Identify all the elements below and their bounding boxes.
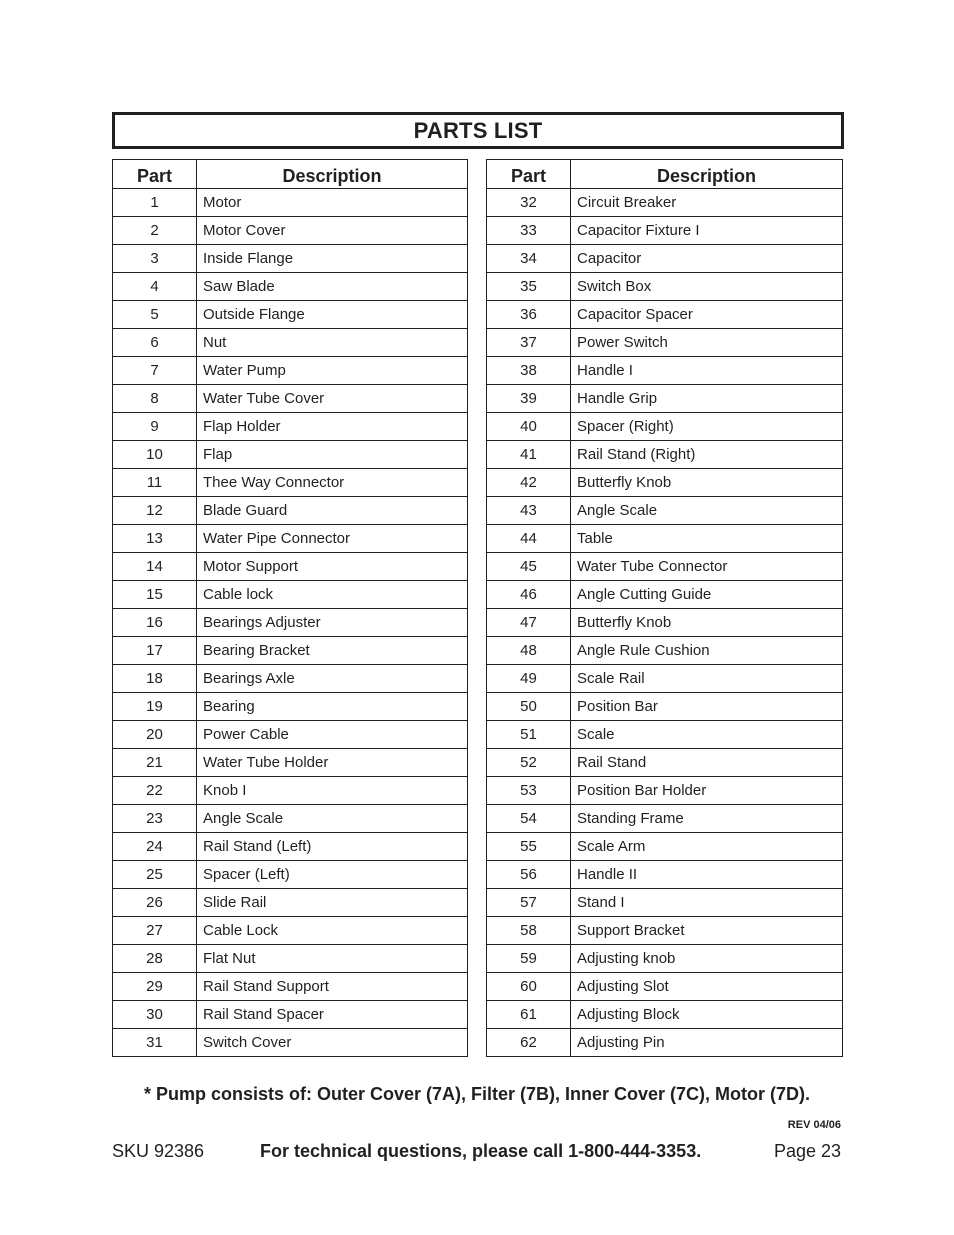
part-description-cell: Circuit Breaker [571, 189, 843, 217]
part-number-cell: 30 [113, 1001, 197, 1029]
part-number-cell: 61 [487, 1001, 571, 1029]
part-description-cell: Position Bar [571, 693, 843, 721]
part-description-cell: Outside Flange [197, 301, 468, 329]
part-description-cell: Cable lock [197, 581, 468, 609]
table-row [113, 441, 468, 469]
parts-table-right [486, 159, 843, 1057]
table-row [487, 665, 843, 693]
part-description-cell: Position Bar Holder [571, 777, 843, 805]
part-number-cell: 50 [487, 693, 571, 721]
table-row [113, 1029, 468, 1057]
table-row [113, 329, 468, 357]
part-number-cell: 44 [487, 525, 571, 553]
part-description-cell: Scale Arm [571, 833, 843, 861]
part-column-header: Part [113, 160, 197, 189]
part-description-cell: Rail Stand (Right) [571, 441, 843, 469]
part-description-cell: Support Bracket [571, 917, 843, 945]
part-number-cell: 16 [113, 609, 197, 637]
table-row [487, 497, 843, 525]
part-number-cell: 12 [113, 497, 197, 525]
part-description-cell: Water Tube Connector [571, 553, 843, 581]
parts-table-left [112, 159, 468, 1057]
table-row [113, 385, 468, 413]
table-row [113, 301, 468, 329]
table-row [487, 749, 843, 777]
part-description-cell: Adjusting Pin [571, 1029, 843, 1057]
part-number-cell: 42 [487, 469, 571, 497]
part-description-cell: Blade Guard [197, 497, 468, 525]
table-row [487, 609, 843, 637]
table-row [487, 469, 843, 497]
part-description-cell: Switch Cover [197, 1029, 468, 1057]
table-row [487, 441, 843, 469]
part-number-cell: 17 [113, 637, 197, 665]
table-row [487, 189, 843, 217]
table-row [113, 917, 468, 945]
table-row [113, 861, 468, 889]
table-row [487, 861, 843, 889]
part-description-cell: Stand I [571, 889, 843, 917]
part-number-cell: 59 [487, 945, 571, 973]
part-number-cell: 24 [113, 833, 197, 861]
table-row [113, 357, 468, 385]
part-description-cell: Thee Way Connector [197, 469, 468, 497]
table-row [487, 357, 843, 385]
table-row [113, 889, 468, 917]
table-row [487, 385, 843, 413]
part-description-cell: Capacitor Spacer [571, 301, 843, 329]
part-description-cell: Angle Scale [197, 805, 468, 833]
part-number-cell: 31 [113, 1029, 197, 1057]
part-description-cell: Slide Rail [197, 889, 468, 917]
part-number-cell: 10 [113, 441, 197, 469]
table-row [487, 217, 843, 245]
table-header-row [487, 160, 843, 189]
part-number-cell: 58 [487, 917, 571, 945]
part-number-cell: 4 [113, 273, 197, 301]
table-row [487, 581, 843, 609]
table-row [113, 413, 468, 441]
table-row [113, 553, 468, 581]
table-row [113, 217, 468, 245]
part-description-cell: Bearings Adjuster [197, 609, 468, 637]
part-description-cell: Scale [571, 721, 843, 749]
table-row [487, 245, 843, 273]
part-number-cell: 9 [113, 413, 197, 441]
table-row [487, 1029, 843, 1057]
part-number-cell: 56 [487, 861, 571, 889]
part-number-cell: 49 [487, 665, 571, 693]
table-row [487, 413, 843, 441]
part-description-cell: Adjusting knob [571, 945, 843, 973]
part-number-cell: 21 [113, 749, 197, 777]
part-description-cell: Butterfly Knob [571, 469, 843, 497]
description-column-header: Description [571, 160, 843, 189]
part-number-cell: 41 [487, 441, 571, 469]
table-row [487, 973, 843, 1001]
table-row [113, 189, 468, 217]
table-row [113, 665, 468, 693]
part-number-cell: 33 [487, 217, 571, 245]
revision-label: REV 04/06 [787, 1119, 841, 1131]
part-description-cell: Spacer (Left) [197, 861, 468, 889]
parts-list-title-box [112, 112, 844, 149]
table-row [113, 609, 468, 637]
table-row [487, 777, 843, 805]
table-row [487, 329, 843, 357]
part-description-cell: Angle Cutting Guide [571, 581, 843, 609]
table-row [487, 525, 843, 553]
part-number-cell: 2 [113, 217, 197, 245]
part-number-cell: 32 [487, 189, 571, 217]
table-row [487, 917, 843, 945]
part-description-cell: Handle I [571, 357, 843, 385]
part-number-cell: 20 [113, 721, 197, 749]
table-row [487, 833, 843, 861]
part-number-cell: 46 [487, 581, 571, 609]
table-row [113, 469, 468, 497]
part-number-cell: 3 [113, 245, 197, 273]
part-description-cell: Cable Lock [197, 917, 468, 945]
part-description-cell: Flat Nut [197, 945, 468, 973]
part-description-cell: Switch Box [571, 273, 843, 301]
table-row [113, 721, 468, 749]
part-description-cell: Bearing Bracket [197, 637, 468, 665]
table-row [113, 945, 468, 973]
part-description-cell: Water Tube Cover [197, 385, 468, 413]
part-description-cell: Flap Holder [197, 413, 468, 441]
part-description-cell: Scale Rail [571, 665, 843, 693]
table-row [113, 973, 468, 1001]
table-row [487, 301, 843, 329]
part-number-cell: 47 [487, 609, 571, 637]
part-description-cell: Saw Blade [197, 273, 468, 301]
part-number-cell: 25 [113, 861, 197, 889]
table-header-row [113, 160, 468, 189]
part-number-cell: 51 [487, 721, 571, 749]
part-number-cell: 15 [113, 581, 197, 609]
part-number-cell: 23 [113, 805, 197, 833]
table-row [487, 889, 843, 917]
part-number-cell: 11 [113, 469, 197, 497]
part-number-cell: 37 [487, 329, 571, 357]
table-row [113, 1001, 468, 1029]
part-description-cell: Angle Scale [571, 497, 843, 525]
table-row [487, 273, 843, 301]
part-description-cell: Rail Stand (Left) [197, 833, 468, 861]
part-number-cell: 29 [113, 973, 197, 1001]
part-description-cell: Water Tube Holder [197, 749, 468, 777]
table-row [487, 805, 843, 833]
part-description-cell: Handle II [571, 861, 843, 889]
part-description-cell: Bearing [197, 693, 468, 721]
table-row [113, 833, 468, 861]
part-number-cell: 45 [487, 553, 571, 581]
table-row [113, 749, 468, 777]
part-number-cell: 60 [487, 973, 571, 1001]
table-row [487, 637, 843, 665]
part-description-cell: Rail Stand Support [197, 973, 468, 1001]
part-number-cell: 57 [487, 889, 571, 917]
description-column-header: Description [197, 160, 468, 189]
part-number-cell: 34 [487, 245, 571, 273]
table-row [113, 525, 468, 553]
part-number-cell: 18 [113, 665, 197, 693]
table-row [487, 693, 843, 721]
part-description-cell: Nut [197, 329, 468, 357]
part-description-cell: Table [571, 525, 843, 553]
part-description-cell: Handle Grip [571, 385, 843, 413]
part-number-cell: 52 [487, 749, 571, 777]
part-description-cell: Power Switch [571, 329, 843, 357]
part-number-cell: 8 [113, 385, 197, 413]
table-row [113, 497, 468, 525]
part-description-cell: Rail Stand [571, 749, 843, 777]
page-title: PARTS LIST [413, 117, 543, 143]
footer-tech-support: For technical questions, please call 1-800-444-3353. [260, 1141, 702, 1161]
part-number-cell: 48 [487, 637, 571, 665]
part-description-cell: Inside Flange [197, 245, 468, 273]
part-number-cell: 38 [487, 357, 571, 385]
part-number-cell: 27 [113, 917, 197, 945]
part-description-cell: Water Pump [197, 357, 468, 385]
part-description-cell: Motor [197, 189, 468, 217]
pump-footnote: * Pump consists of: Outer Cover (7A), Filter (7B), Inner Cover (7C), Motor (7D). [143, 1084, 811, 1104]
part-number-cell: 62 [487, 1029, 571, 1057]
part-number-cell: 35 [487, 273, 571, 301]
table-row [113, 693, 468, 721]
part-description-cell: Adjusting Slot [571, 973, 843, 1001]
part-number-cell: 28 [113, 945, 197, 973]
part-number-cell: 5 [113, 301, 197, 329]
part-description-cell: Adjusting Block [571, 1001, 843, 1029]
part-description-cell: Flap [197, 441, 468, 469]
table-row [487, 553, 843, 581]
part-number-cell: 22 [113, 777, 197, 805]
table-row [113, 245, 468, 273]
part-description-cell: Spacer (Right) [571, 413, 843, 441]
parts-table-left-body [113, 189, 468, 1057]
part-number-cell: 1 [113, 189, 197, 217]
part-number-cell: 53 [487, 777, 571, 805]
table-row [113, 805, 468, 833]
part-description-cell: Capacitor Fixture I [571, 217, 843, 245]
part-number-cell: 40 [487, 413, 571, 441]
part-description-cell: Water Pipe Connector [197, 525, 468, 553]
part-number-cell: 6 [113, 329, 197, 357]
table-row [113, 777, 468, 805]
table-row [113, 273, 468, 301]
part-number-cell: 26 [113, 889, 197, 917]
part-description-cell: Motor Support [197, 553, 468, 581]
table-row [487, 1001, 843, 1029]
part-description-cell: Bearings Axle [197, 665, 468, 693]
part-number-cell: 39 [487, 385, 571, 413]
part-number-cell: 36 [487, 301, 571, 329]
footer-sku: SKU 92386 [112, 1141, 205, 1161]
part-description-cell: Butterfly Knob [571, 609, 843, 637]
part-number-cell: 13 [113, 525, 197, 553]
part-description-cell: Knob I [197, 777, 468, 805]
part-description-cell: Rail Stand Spacer [197, 1001, 468, 1029]
part-description-cell: Capacitor [571, 245, 843, 273]
table-row [113, 637, 468, 665]
part-description-cell: Power Cable [197, 721, 468, 749]
part-number-cell: 43 [487, 497, 571, 525]
part-column-header: Part [487, 160, 571, 189]
parts-table-right-body [487, 189, 843, 1057]
part-description-cell: Angle Rule Cushion [571, 637, 843, 665]
part-number-cell: 54 [487, 805, 571, 833]
table-row [487, 945, 843, 973]
part-number-cell: 55 [487, 833, 571, 861]
part-number-cell: 7 [113, 357, 197, 385]
part-number-cell: 19 [113, 693, 197, 721]
table-row [487, 721, 843, 749]
table-row [113, 581, 468, 609]
footer-page-number: Page 23 [773, 1141, 841, 1161]
part-description-cell: Motor Cover [197, 217, 468, 245]
part-description-cell: Standing Frame [571, 805, 843, 833]
part-number-cell: 14 [113, 553, 197, 581]
